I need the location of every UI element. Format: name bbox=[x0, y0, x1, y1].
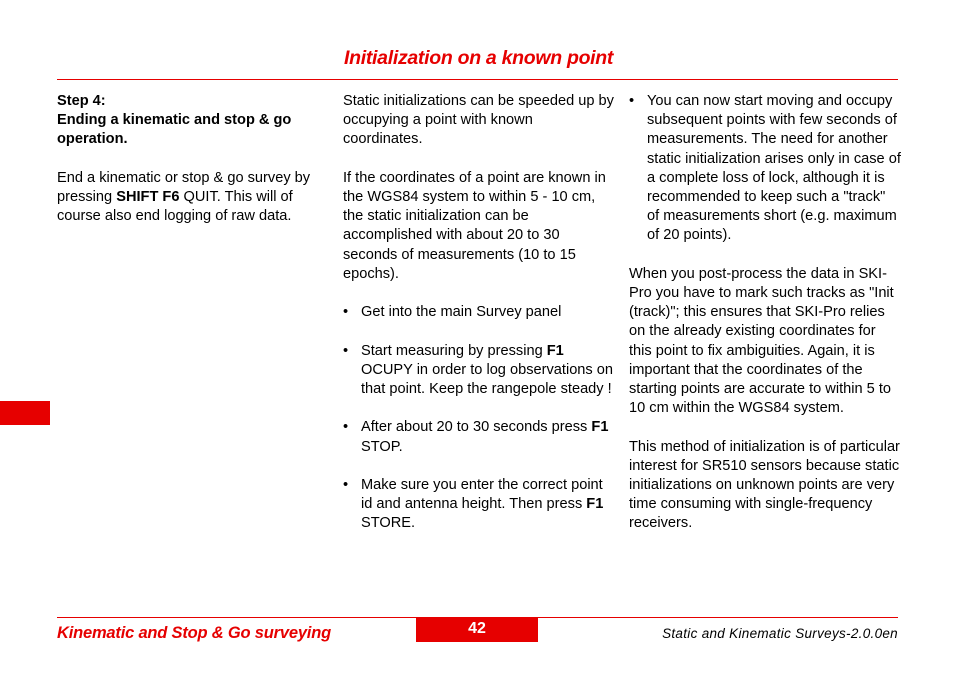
bullet-icon: • bbox=[629, 93, 635, 109]
list-item: • Get into the main Survey panel bbox=[343, 303, 615, 322]
list-item: • After about 20 to 30 seconds press F1 STOP. bbox=[343, 419, 609, 455]
paragraph-intro: Static initializations can be speeded up by occupying a point with known coordinates. bbox=[343, 93, 614, 148]
page-title: Initialization on a known point bbox=[344, 47, 614, 69]
key-f1: F1 bbox=[586, 496, 604, 513]
key-f1: F1 bbox=[546, 342, 564, 359]
bullet-icon: • bbox=[343, 419, 349, 436]
list-item: • You can now start moving and occupy subsequent points with few seconds of measurements. The need for another static initialization arises only in case of a complete loss of lock, although it is recommended to keep such a "track" of measurements short (e.g. maximum of 20 points). bbox=[629, 93, 901, 244]
bullet-icon: • bbox=[343, 476, 349, 493]
paragraph-sr510: This method of initialization is of particular interest for SR510 sensors because static initializations on unknown points are very time consuming with single-frequency receivers. bbox=[629, 438, 900, 532]
document-title: Static and Kinematic Surveys-2.0.0en bbox=[662, 626, 898, 641]
column-left bbox=[57, 92, 329, 246]
key-f1: F1 bbox=[591, 419, 609, 436]
step-heading: Ending a kinematic and stop & go operation. bbox=[57, 112, 292, 148]
step-paragraph: End a kinematic or stop & go survey by pressing SHIFT F6 QUIT. This will of course also end logging of raw data. bbox=[57, 169, 311, 225]
instruction-list bbox=[343, 303, 615, 533]
key-shift-f6: SHIFT F6 bbox=[116, 189, 180, 205]
list-item: • Make sure you enter the correct point id and antenna height. Then press F1 STORE. bbox=[343, 476, 604, 532]
chapter-tab-marker bbox=[0, 401, 50, 425]
header-rule bbox=[57, 79, 898, 80]
note-list bbox=[629, 92, 901, 246]
paragraph-coordinates: If the coordinates of a point are known in the WGS84 system to within 5 - 10 cm, the static initialization can be accomplished with about 20 to 30 seconds of measurements (10 to 15 epochs). bbox=[343, 169, 606, 282]
bullet-icon: • bbox=[343, 342, 349, 359]
column-middle bbox=[343, 92, 615, 553]
page-number: 42 bbox=[416, 618, 538, 642]
paragraph-postprocess: When you post-process the data in SKI-Pro you have to mark such tracks as "Init (track)"; this ensures that SKI-Pro relies on the already existing coordinates for this point to fix ambiguities. Again, it is important that the coordinates of the starting points are accurate to within 5 to 10 cm within the WGS84 system. bbox=[629, 265, 894, 417]
bullet-icon: • bbox=[343, 304, 349, 321]
column-right bbox=[629, 92, 901, 553]
list-item: • Start measuring by pressing F1 OCUPY in order to log observations on that point. Keep the rangepole steady ! bbox=[343, 342, 614, 397]
step-label: Step 4: bbox=[57, 93, 106, 109]
chapter-title: Kinematic and Stop & Go surveying bbox=[57, 624, 331, 642]
